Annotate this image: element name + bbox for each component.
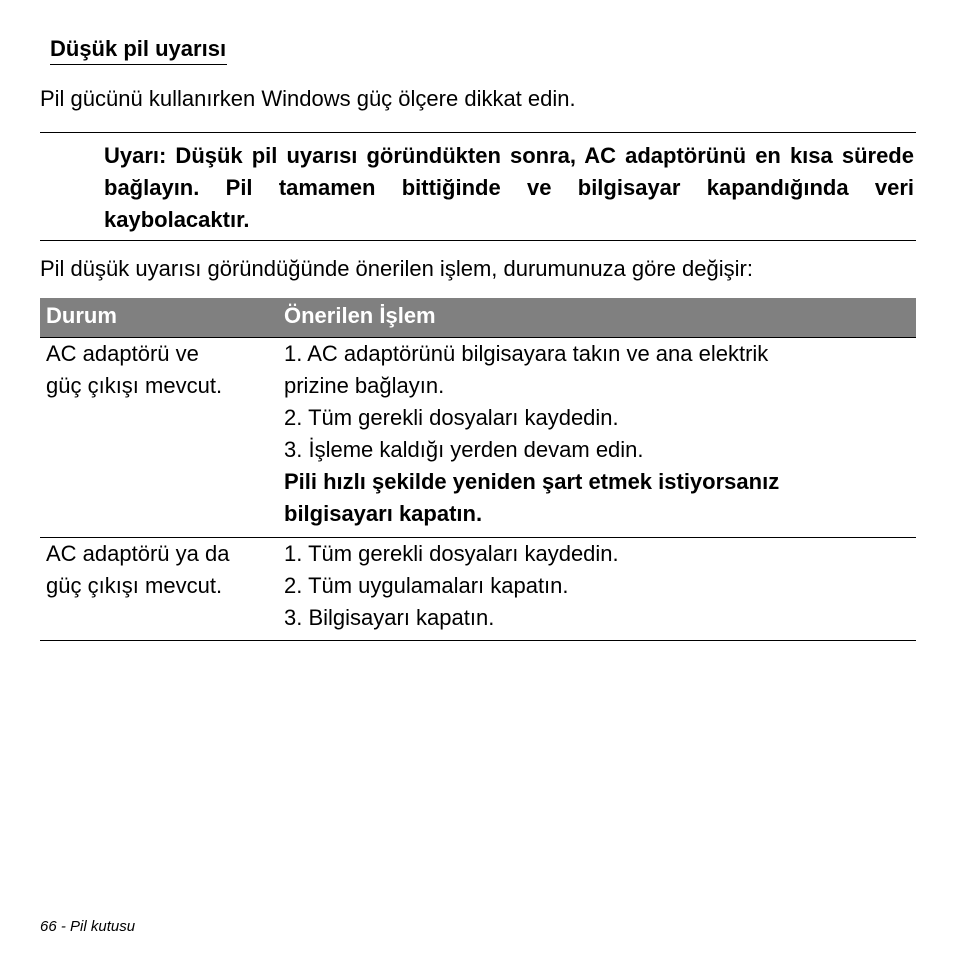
table-row	[40, 538, 916, 641]
situation-line: güç çıkışı mevcut.	[46, 573, 223, 598]
action-cell	[284, 538, 916, 634]
situation-line: güç çıkışı mevcut.	[46, 373, 223, 398]
intro-paragraph: Pil gücünü kullanırken Windows güç ölçere dikkat edin.	[40, 86, 576, 111]
warning-text: Uyarı: Düşük pil uyarısı göründükten sonra, AC adaptörünü en kısa sürede bağlayın. Pil tamamen bittiğinde ve bilgisayar kapandığında veri kaybolacaktır.	[104, 143, 914, 232]
situation-cell	[46, 338, 278, 402]
action-cell	[284, 338, 916, 530]
table-header-row	[40, 298, 916, 338]
situation-cell	[46, 538, 278, 602]
action-line: 3. Bilgisayarı kapatın.	[284, 605, 495, 630]
header-recommended-action: Önerilen İşlem	[284, 303, 436, 328]
action-line: 2. Tüm gerekli dosyaları kaydedin.	[284, 405, 619, 430]
recommended-actions-table	[40, 298, 916, 641]
table-lead-paragraph: Pil düşük uyarısı göründüğünde önerilen işlem, durumunuza göre değişir:	[40, 256, 753, 281]
action-line: 1. AC adaptörünü bilgisayara takın ve ana elektrik	[284, 341, 769, 366]
action-line: prizine bağlayın.	[284, 373, 445, 398]
header-situation: Durum	[46, 303, 117, 328]
action-line: 2. Tüm uygulamaları kapatın.	[284, 573, 569, 598]
action-note-line: bilgisayarı kapatın.	[284, 501, 483, 526]
situation-line: AC adaptörü ya da	[46, 541, 230, 566]
section-heading: Düşük pil uyarısı	[50, 34, 227, 65]
action-line: 3. İşleme kaldığı yerden devam edin.	[284, 437, 644, 462]
situation-line: AC adaptörü ve	[46, 341, 199, 366]
action-note-line: Pili hızlı şekilde yeniden şart etmek istiyorsanız	[284, 469, 780, 494]
table-row	[40, 338, 916, 538]
warning-box	[40, 132, 916, 241]
page-footer: 66 - Pil kutusu	[40, 918, 136, 935]
action-line: 1. Tüm gerekli dosyaları kaydedin.	[284, 541, 619, 566]
